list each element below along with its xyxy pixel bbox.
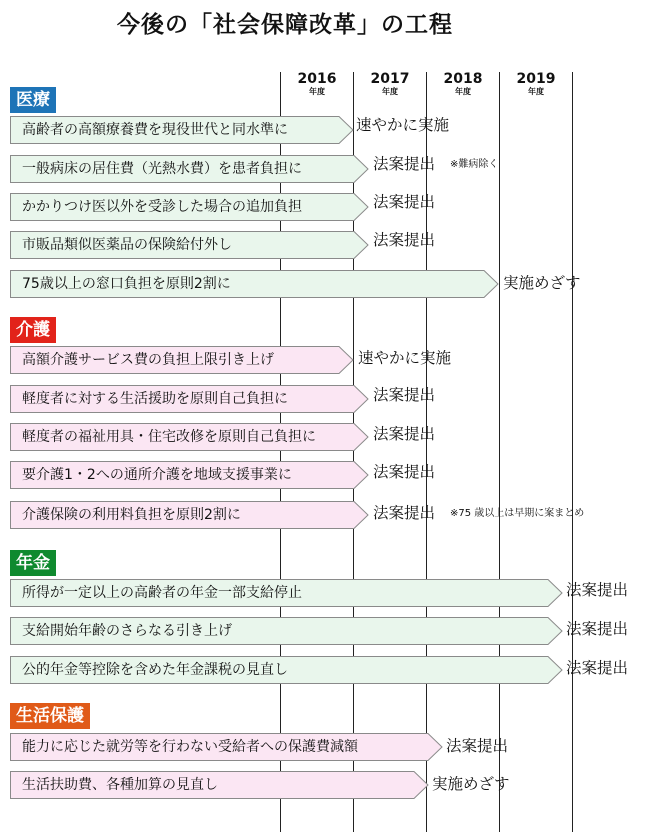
item-arrow-pension-suspension bbox=[10, 579, 562, 607]
year-label: 2019 bbox=[516, 71, 556, 87]
item-label: 介護保険の利用料負担を原則2割に bbox=[22, 507, 241, 523]
item-note: ※難病除く bbox=[450, 159, 499, 170]
item-label: 市販品類似医薬品の保険給付外し bbox=[22, 237, 232, 253]
gridline-2017-start bbox=[353, 72, 354, 832]
year-unit: 年度 bbox=[382, 87, 398, 96]
year-unit: 年度 bbox=[455, 87, 471, 96]
item-action: 法案提出 bbox=[373, 425, 436, 443]
item-label: 能力に応じた就労等を行わない受給者への保護費減額 bbox=[22, 739, 358, 755]
gridline-2019-start bbox=[499, 72, 500, 832]
item-arrow-living-support bbox=[10, 385, 368, 413]
category-care: 介護 bbox=[10, 317, 56, 343]
item-arrow-day-care-transfer bbox=[10, 461, 368, 489]
year-header-2019 bbox=[499, 72, 573, 96]
gridline-2018-start bbox=[426, 72, 427, 832]
year-header-2018 bbox=[426, 72, 500, 96]
item-label: 要介護1・2への通所介護を地域支援事業に bbox=[22, 467, 292, 483]
item-arrow-pension-age bbox=[10, 617, 562, 645]
item-arrow-over75-copay bbox=[10, 270, 498, 298]
item-arrow-care-cost-cap bbox=[10, 346, 353, 374]
item-action: 法案提出 bbox=[446, 737, 509, 755]
item-arrow-high-cost-medical bbox=[10, 116, 353, 144]
item-arrow-pension-tax bbox=[10, 656, 562, 684]
item-arrow-benefit-reduction bbox=[10, 733, 442, 761]
item-action: 法案提出 bbox=[373, 193, 436, 211]
item-label: 軽度者に対する生活援助を原則自己負担に bbox=[22, 391, 288, 407]
item-note: ※75 歳以上は早期に案まとめ bbox=[450, 508, 585, 519]
item-arrow-otc-drug-exclusion bbox=[10, 231, 368, 259]
item-action: 実施めざす bbox=[432, 775, 510, 793]
item-action: 法案提出 bbox=[566, 581, 629, 599]
gridline-2016-start bbox=[280, 72, 281, 832]
item-action: 法案提出 bbox=[373, 155, 436, 173]
category-medical: 医療 bbox=[10, 87, 56, 113]
item-label: 高額介護サービス費の負担上限引き上げ bbox=[22, 352, 274, 368]
item-arrow-hospital-bed-cost bbox=[10, 155, 368, 183]
chart-title: 今後の「社会保障改革」の工程 bbox=[117, 12, 453, 38]
item-label: 高齢者の高額療養費を現役世代と同水準に bbox=[22, 122, 288, 138]
item-label: 公的年金等控除を含めた年金課税の見直し bbox=[22, 662, 288, 678]
item-arrow-non-family-doctor-fee bbox=[10, 193, 368, 221]
gridline-2019-end bbox=[572, 72, 573, 832]
item-action: 法案提出 bbox=[373, 463, 436, 481]
item-arrow-care-fee-20pct bbox=[10, 501, 368, 529]
item-label: 所得が一定以上の高齢者の年金一部支給停止 bbox=[22, 585, 302, 601]
item-label: 軽度者の福祉用具・住宅改修を原則自己負担に bbox=[22, 429, 316, 445]
item-label: 75歳以上の窓口負担を原則2割に bbox=[22, 276, 231, 292]
item-action: 速やかに実施 bbox=[358, 349, 452, 367]
year-unit: 年度 bbox=[528, 87, 544, 96]
item-arrow-welfare-equipment bbox=[10, 423, 368, 451]
item-action: 法案提出 bbox=[373, 386, 436, 404]
year-label: 2018 bbox=[443, 71, 483, 87]
item-action: 法案提出 bbox=[373, 504, 436, 522]
item-label: 支給開始年齢のさらなる引き上げ bbox=[22, 623, 232, 639]
year-label: 2016 bbox=[297, 71, 337, 87]
year-label: 2017 bbox=[370, 71, 410, 87]
item-label: 一般病床の居住費（光熱水費）を患者負担に bbox=[22, 161, 302, 177]
item-action: 法案提出 bbox=[373, 231, 436, 249]
item-arrow-living-assistance bbox=[10, 771, 428, 799]
year-header-2017 bbox=[353, 72, 427, 96]
item-action: 法案提出 bbox=[566, 659, 629, 677]
item-label: 生活扶助費、各種加算の見直し bbox=[22, 777, 218, 793]
item-label: かかりつけ医以外を受診した場合の追加負担 bbox=[22, 199, 302, 215]
year-unit: 年度 bbox=[309, 87, 325, 96]
item-action: 法案提出 bbox=[566, 620, 629, 638]
category-welfare: 生活保護 bbox=[10, 703, 90, 729]
item-action: 速やかに実施 bbox=[356, 116, 450, 134]
year-header-2016 bbox=[280, 72, 354, 96]
item-action: 実施めざす bbox=[503, 274, 581, 292]
category-pension: 年金 bbox=[10, 550, 56, 576]
